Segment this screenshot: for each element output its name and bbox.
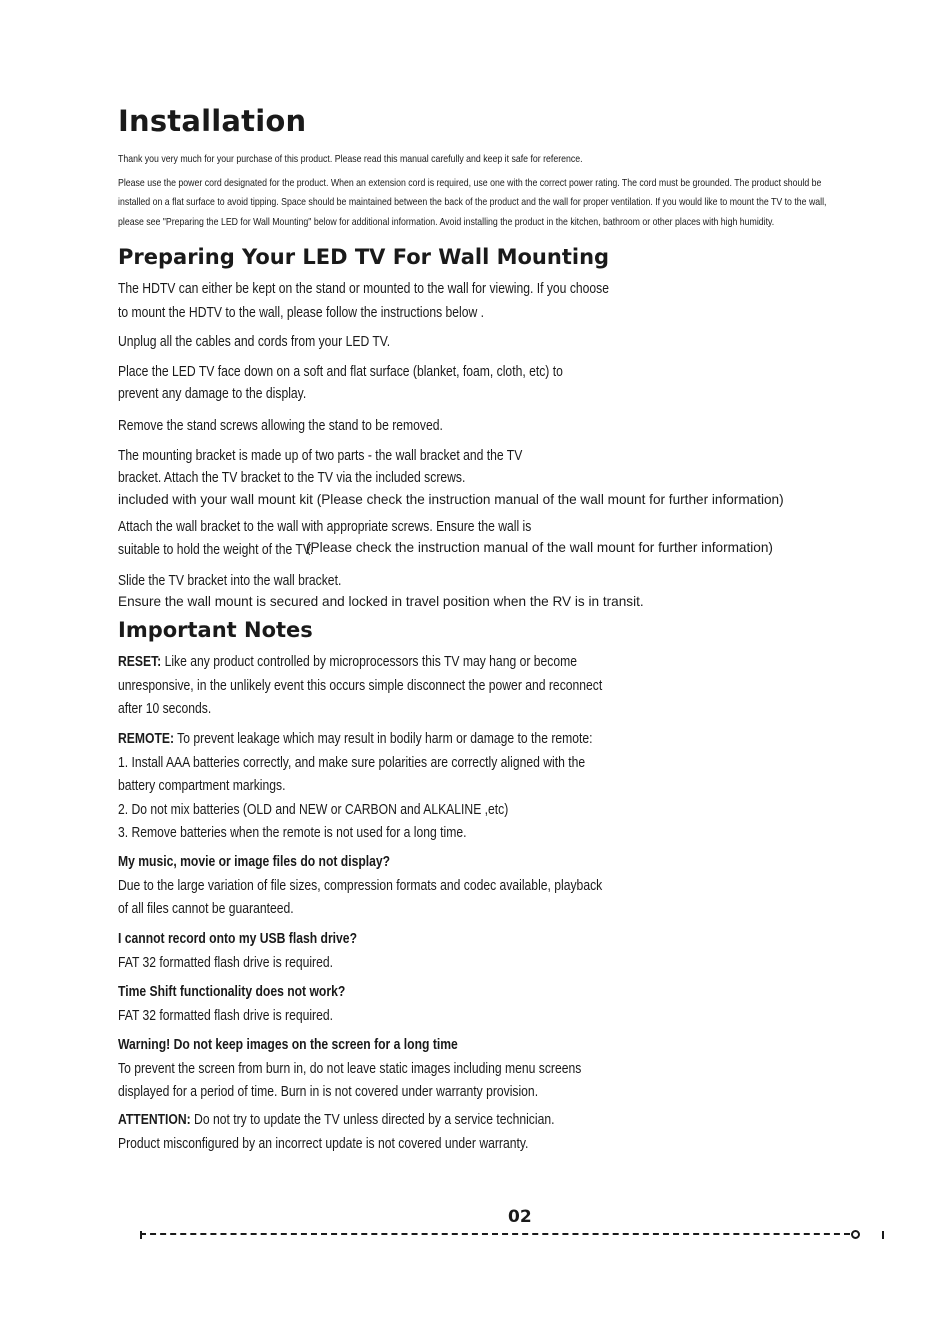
attention-label: ATTENTION:: [118, 1111, 191, 1128]
installation-line: installed on a flat surface to avoid tipping. Space should be maintained between the back of the product and the wall for proper ventilation. If you would like to mount the TV to the wall,: [118, 197, 827, 209]
wall-mounting-intro: [118, 277, 609, 324]
music-note: [118, 850, 602, 921]
step-unplug: Unplug all the cables and cords from your LED TV.: [118, 333, 391, 350]
wall-mounting-title: Preparing Your LED TV For Wall Mounting: [118, 245, 610, 269]
bracket-note: included with your wall mount kit (Please check the instruction manual of the wall mount for further information): [118, 492, 784, 507]
installation-line: Please use the power cord designated for the product. When an extension cord is required, use one with the correct power rating. The cord must be grounded. The product should be: [118, 178, 822, 189]
page-number: 02: [508, 1207, 532, 1227]
step-place: [118, 361, 563, 404]
installation-title: Installation: [118, 104, 307, 138]
step-attach-line2-a: suitable to hold the weight of the TV.: [118, 541, 314, 558]
usb-heading: I cannot record onto my USB flash drive?: [118, 930, 357, 947]
usb-note: [118, 927, 357, 974]
intro-line: to mount the HDTV to the wall, please follow the instructions below .: [118, 303, 485, 321]
intro-line: The HDTV can either be kept on the stand or mounted to the wall for viewing. If you choose: [118, 280, 609, 297]
remote-line: 1. Install AAA batteries correctly, and make sure polarities are correctly aligned with the: [118, 753, 586, 771]
bracket-line: The mounting bracket is made up of two parts - the wall bracket and the TV: [118, 447, 523, 464]
warning-line: To prevent the screen from burn in, do not leave static images including menu screens: [118, 1059, 582, 1077]
reset-label: RESET:: [118, 653, 162, 670]
footer-circle-marker: [851, 1230, 860, 1239]
music-line: of all files cannot be guaranteed.: [118, 900, 294, 917]
remote-label: REMOTE:: [118, 730, 175, 747]
step-remove: Remove the stand screws allowing the stand to be removed.: [118, 417, 443, 434]
reset-line: unresponsive, in the unlikely event this occurs simple disconnect the power and reconnect: [118, 676, 603, 694]
timeshift-text: FAT 32 formatted flash drive is required.: [118, 1006, 333, 1024]
step-attach-line1: Attach the wall bracket to the wall with appropriate screws. Ensure the wall is: [118, 518, 532, 535]
music-heading: My music, movie or image files do not display?: [118, 853, 391, 870]
timeshift-note: [118, 980, 345, 1027]
remote-line: 3. Remove batteries when the remote is not used for a long time.: [118, 824, 467, 841]
step-bracket: [118, 445, 522, 488]
warning-note: [118, 1033, 581, 1104]
reset-note: [118, 650, 602, 721]
footer-dashed-rule: [140, 1233, 850, 1235]
reset-text: Like any product controlled by microprocessors this TV may hang or become: [161, 653, 577, 670]
usb-text: FAT 32 formatted flash drive is required.: [118, 953, 333, 971]
remote-line: battery compartment markings.: [118, 777, 286, 794]
timeshift-heading: Time Shift functionality does not work?: [118, 983, 346, 1000]
attention-line: Product misconfigured by an incorrect update is not covered under warranty.: [118, 1134, 529, 1152]
step-attach-line2-b: (Please check the instruction manual of the wall mount for further information): [306, 540, 773, 555]
step-ensure: Ensure the wall mount is secured and locked in travel position when the RV is in transit.: [118, 594, 644, 609]
music-line: Due to the large variation of file sizes, compression formats and codec available, playback: [118, 876, 603, 894]
attention-note: [118, 1108, 554, 1155]
attention-text: Do not try to update the TV unless directed by a service technician.: [190, 1111, 555, 1128]
place-line: prevent any damage to the display.: [118, 384, 307, 402]
reset-line: after 10 seconds.: [118, 700, 212, 717]
installation-text: [118, 150, 583, 169]
remote-note: [118, 727, 593, 845]
step-slide: Slide the TV bracket into the wall bracket.: [118, 572, 342, 589]
remote-text: To prevent leakage which may result in bodily harm or damage to the remote:: [174, 730, 593, 747]
warning-line: displayed for a period of time. Burn in is not covered under warranty provision.: [118, 1083, 539, 1100]
place-line: Place the LED TV face down on a soft and flat surface (blanket, foam, cloth, etc) to: [118, 363, 563, 380]
remote-line: 2. Do not mix batteries (OLD and NEW or CARBON and ALKALINE ,etc): [118, 800, 509, 818]
warning-heading: Warning! Do not keep images on the screen for a long time: [118, 1036, 458, 1053]
important-notes-title: Important Notes: [118, 618, 313, 642]
footer-right-tick: [882, 1231, 884, 1239]
installation-line: please see "Preparing the LED for Wall Mounting" below for additional information. Avoid installing the product in the kitchen, bathroom or other places with high humidity.: [118, 216, 775, 228]
installation-power-text: [118, 174, 826, 232]
installation-line: Thank you very much for your purchase of this product. Please read this manual carefully and keep it safe for reference.: [118, 154, 583, 165]
bracket-line: bracket. Attach the TV bracket to the TV via the included screws.: [118, 468, 466, 486]
